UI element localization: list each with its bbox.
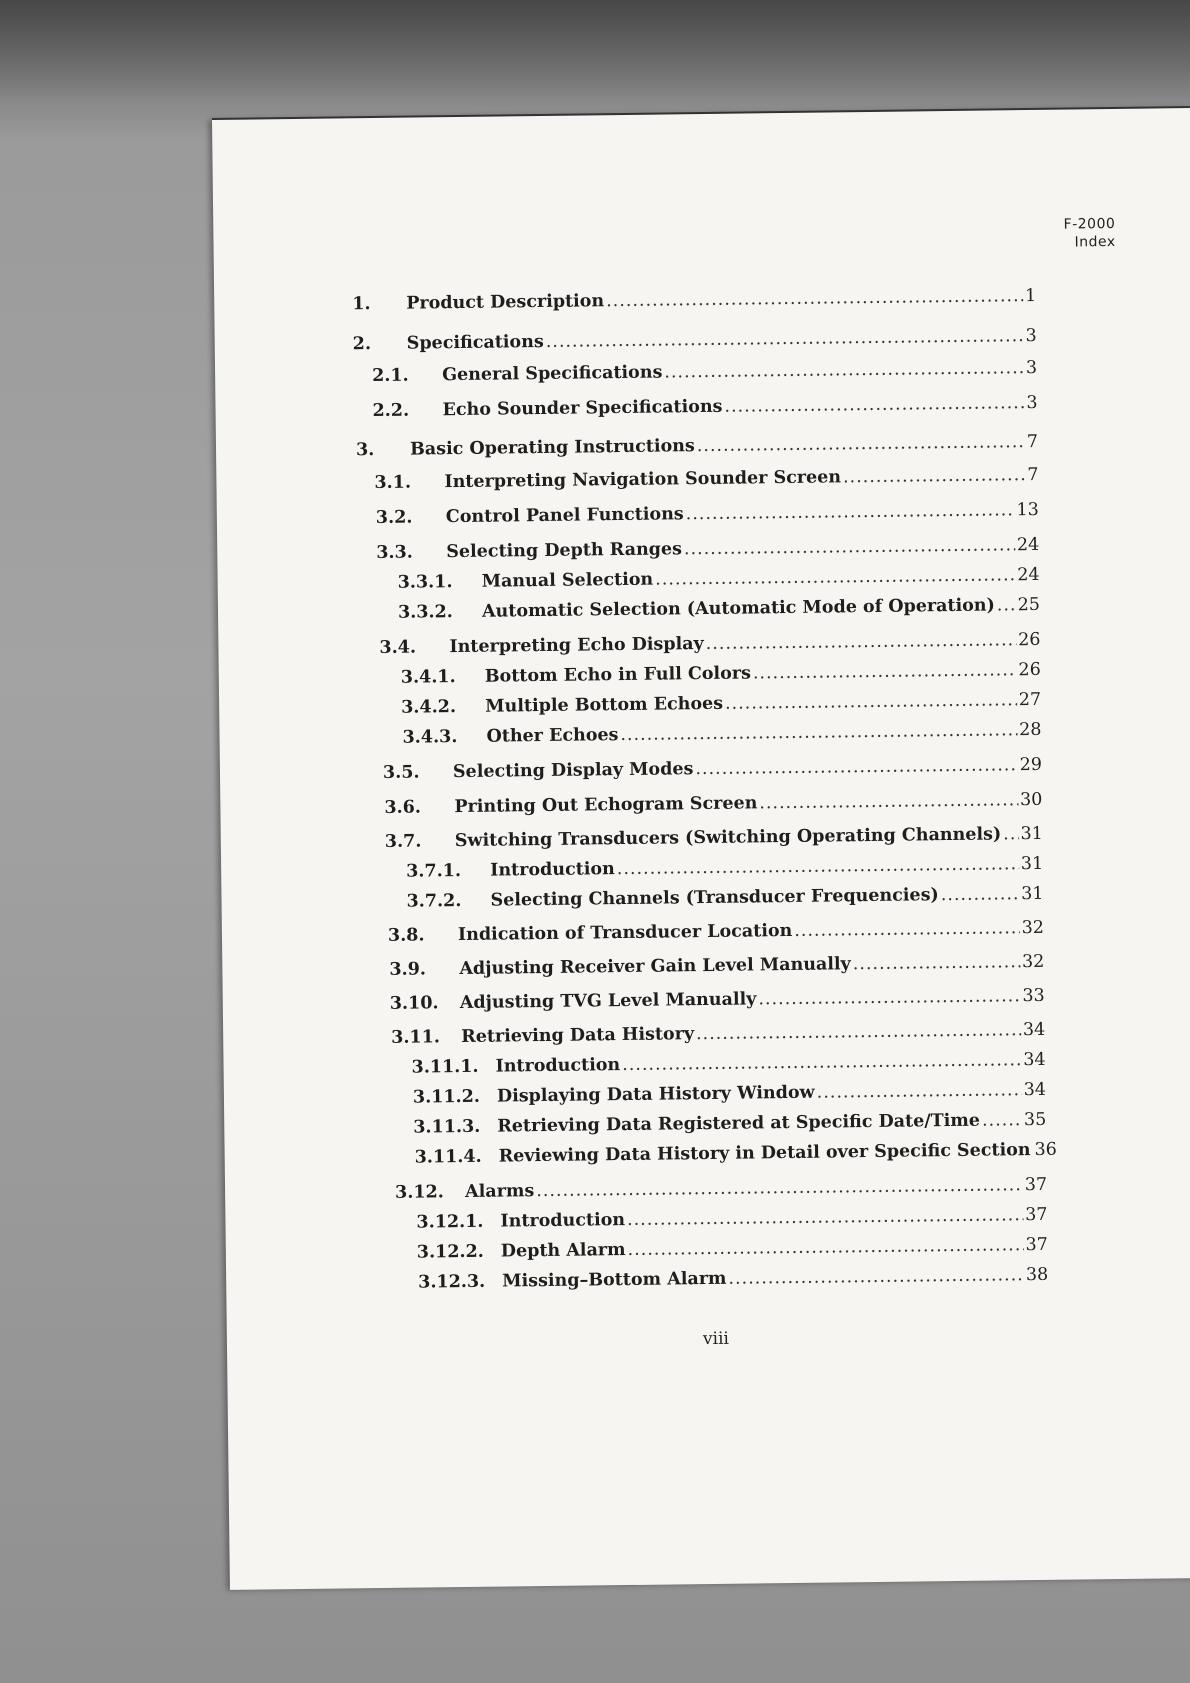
toc-entry-number: 3.3.2. [397,602,453,623]
toc-entry-number: 2. [352,334,372,355]
toc-entry-title: Selecting Display Modes [452,759,694,783]
toc-entry[interactable] [385,824,1043,852]
toc-entry-page: 34 [1022,1019,1046,1041]
toc-entry-number: 3.4. [379,637,417,658]
toc-entry-number: 3.11.1. [411,1056,479,1078]
toc-entry-number: 3.5. [382,762,420,783]
toc-entry-number: 3.7. [384,831,422,852]
toc-entry-page: 30 [1019,789,1043,811]
toc-entry-page: 31 [1021,883,1044,905]
toc-entry-page: 32 [1021,917,1045,939]
toc-entry[interactable] [417,1235,1048,1263]
document-page [212,108,1190,1590]
toc-entry-title: Echo Sounder Specifications [442,396,723,421]
toc-entry-page: 35 [1023,1109,1047,1131]
toc-entry[interactable] [390,986,1045,1014]
model-label: F-2000 [1063,215,1116,233]
toc-entry-number: 3.4.2. [401,697,457,718]
toc-entry-number: 3.11.4. [414,1146,482,1168]
toc-entry-title: Alarms [464,1181,535,1202]
toc-entry-title: Switching Transducers (Switching Operating Channels) [454,824,1002,852]
toc-entry-number: 3.2. [375,507,413,529]
toc-entry[interactable] [383,755,1042,783]
toc-leader-dots [664,358,1024,382]
toc-entry-page: 36 [1034,1139,1057,1161]
toc-entry-title: Introduction [490,859,615,881]
toc-entry-number: 3.3.1. [397,572,453,593]
toc-leader-dots [997,595,1016,615]
toc-entry-page: 28 [1019,719,1042,741]
toc-entry-number: 3.12.3. [418,1271,486,1293]
toc-entry-page: 26 [1018,659,1041,681]
toc-entry[interactable] [389,952,1044,980]
toc-entry-number: 3.1. [374,472,412,494]
toc-entry-number: 3.12. [394,1182,444,1203]
toc-entry[interactable] [353,326,1037,354]
toc-entry[interactable] [401,690,1041,718]
toc-entry-number: 3.6. [384,797,422,818]
toc-entry-number: 3.4.1. [400,667,456,688]
toc-leader-dots [724,393,1024,417]
toc-entry-number: 3.9. [389,959,427,980]
toc-entry-title: Introduction [500,1210,626,1232]
toc-entry[interactable] [401,660,1041,688]
toc-leader-dots [941,884,1020,905]
toc-entry[interactable] [376,500,1039,528]
toc-entry-title: Introduction [495,1055,621,1077]
toc-leader-dots [696,1020,1021,1044]
toc-entry-title: Manual Selection [481,569,654,592]
toc-leader-dots [655,565,1015,589]
toc-entry[interactable] [388,918,1044,946]
toc-leader-dots [697,432,1025,456]
toc-entry-number: 3.12.2. [416,1241,484,1263]
toc-entry-number: 1. [352,294,371,315]
toc-entry-title: Specifications [406,331,544,354]
toc-entry[interactable] [391,1020,1045,1048]
toc-entry-number: 3.4.3. [402,727,458,748]
toc-leader-dots [759,790,1018,813]
toc-entry-title: Multiple Bottom Echoes [485,693,724,717]
toc-entry[interactable] [379,630,1040,658]
toc-leader-dots [536,1175,1023,1201]
toc-entry[interactable] [376,535,1039,563]
toc-entry-title: Other Echoes [486,725,619,747]
toc-leader-dots [853,952,1021,974]
toc-leader-dots [728,1265,1024,1289]
toc-entry-number: 2.1. [372,365,409,387]
toc-entry-title: Interpreting Echo Display [449,634,704,658]
toc-entry-page: 24 [1017,564,1040,586]
toc-entry-number: 3.10. [389,993,439,1014]
toc-entry-number: 3. [355,440,375,461]
toc-entry[interactable] [384,790,1042,818]
toc-entry[interactable] [395,1175,1047,1203]
toc-entry-page: 3 [1026,392,1038,414]
toc-entry[interactable] [411,1050,1045,1078]
toc-entry-number: 2.2. [372,400,410,422]
toc-entry-page: 27 [1018,689,1042,711]
toc-entry-page: 1 [1024,285,1037,307]
toc-entry[interactable] [398,565,1040,593]
table-of-contents [212,108,1190,1590]
toc-entry-page: 13 [1016,499,1039,521]
toc-entry-page: 7 [1027,464,1039,486]
toc-entry-title: General Specifications [442,362,663,386]
toc-leader-dots [627,1235,1023,1260]
toc-entry-page: 34 [1023,1049,1046,1071]
toc-entry-title: Selecting Depth Ranges [446,539,683,563]
toc-leader-dots [606,286,1023,311]
toc-entry-page: 32 [1021,951,1045,973]
toc-entry[interactable] [372,393,1037,421]
toc-leader-dots [684,535,1015,559]
toc-entry-title: Basic Operating Instructions [409,436,695,460]
toc-entry-number: 3.3. [376,542,413,564]
toc-entry-page: 7 [1026,431,1039,453]
toc-entry-number: 3.7.1. [406,861,462,882]
toc-leader-dots [753,660,1017,683]
toc-entry[interactable] [414,1139,1057,1168]
toc-entry-number: 3.11.3. [413,1116,481,1138]
toc-entry-page: 34 [1023,1079,1047,1101]
toc-entry-title: Retrieving Data Registered at Specific Date/Time [497,1110,981,1137]
toc-leader-dots [620,720,1017,745]
toc-leader-dots [686,500,1015,524]
toc-leader-dots [982,1110,1022,1130]
toc-entry-page: 33 [1022,985,1045,1007]
toc-entry-title: Displaying Data History Window [496,1082,815,1107]
toc-entry-title: Reviewing Data History in Detail over Specific Section [498,1140,1031,1167]
toc-entry-title: Printing Out Echogram Screen [454,793,758,818]
toc-leader-dots [617,854,1019,879]
toc-entry[interactable] [398,595,1040,623]
toc-leader-dots [794,918,1020,941]
toc-leader-dots [725,690,1017,714]
toc-entry-page: 29 [1019,754,1043,776]
toc-entry-page: 24 [1016,534,1040,556]
toc-entry-title: Retrieving Data History [461,1024,695,1048]
toc-entry[interactable] [374,465,1038,493]
toc-entry-title: Adjusting TVG Level Manually [459,989,757,1014]
toc-entry-page: 31 [1020,853,1044,875]
toc-entry-number: 3.7.2. [406,891,462,912]
toc-entry[interactable] [372,358,1037,386]
toc-leader-dots [695,755,1018,779]
toc-entry[interactable] [356,432,1038,460]
toc-leader-dots [843,465,1025,487]
toc-entry-page: 25 [1017,594,1041,616]
toc-entry-number: 3.8. [387,925,425,946]
toc-entry[interactable] [418,1265,1048,1293]
toc-entry[interactable] [406,884,1043,912]
section-label: Index [1074,233,1116,251]
toc-entry-title: Adjusting Receiver Gain Level Manually [459,954,851,980]
toc-entry-page: 37 [1025,1234,1048,1256]
toc-entry[interactable] [416,1205,1047,1233]
toc-leader-dots [817,1080,1022,1103]
toc-entry-title: Depth Alarm [500,1240,626,1262]
toc-entry-page: 38 [1025,1264,1049,1286]
toc-entry-number: 3.11. [391,1027,441,1048]
toc-leader-dots [627,1205,1023,1230]
page-number: viii [702,1328,730,1350]
toc-leader-dots [1003,824,1019,844]
toc-entry-title: Missing–Bottom Alarm [502,1268,727,1292]
toc-entry-title: Interpreting Navigation Sounder Screen [444,467,842,493]
toc-entry-title: Bottom Echo in Full Colors [484,663,752,687]
toc-entry-title: Indication of Transducer Location [457,920,793,946]
toc-leader-dots [622,1050,1021,1075]
toc-entry-title: Automatic Selection (Automatic Mode of Operation) [481,595,995,622]
toc-entry-number: 3.12.1. [416,1211,484,1233]
toc-leader-dots [706,630,1017,654]
toc-entry[interactable] [402,720,1041,748]
toc-entry-page: 31 [1020,823,1043,845]
toc-entry-page: 3 [1025,357,1038,379]
toc-entry[interactable] [406,854,1043,882]
toc-entry-page: 37 [1024,1174,1048,1196]
toc-leader-dots [546,326,1024,352]
toc-entry-page: 37 [1025,1204,1048,1226]
toc-entry[interactable] [352,286,1036,314]
toc-entry-page: 3 [1025,325,1037,347]
toc-entry-title: Product Description [406,291,605,314]
toc-entry-title: Selecting Channels (Transducer Frequencies) [490,885,939,911]
toc-leader-dots [758,986,1020,1009]
toc-entry[interactable] [413,1110,1046,1138]
toc-entry-number: 3.11.2. [412,1086,481,1108]
toc-entry-title: Control Panel Functions [445,504,684,528]
toc-entry[interactable] [413,1080,1046,1108]
toc-entry-page: 26 [1018,629,1041,651]
